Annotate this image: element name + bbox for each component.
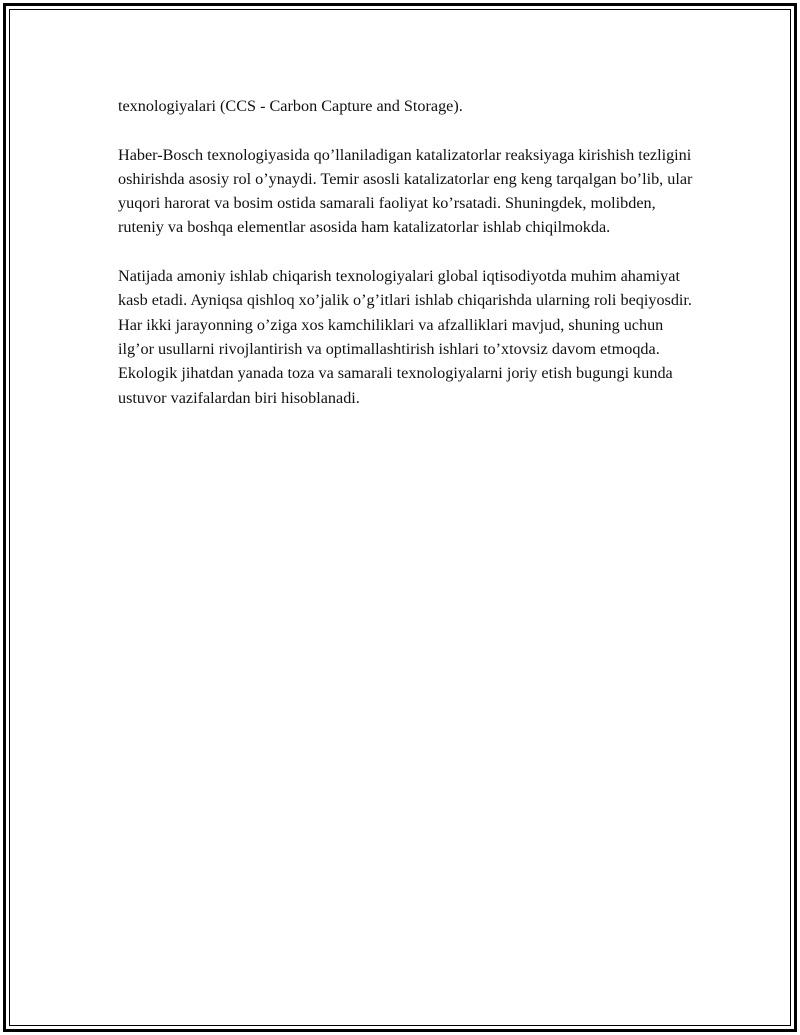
- document-body: [118, 94, 698, 434]
- paragraph-continuation: texnologiyalari (CCS - Carbon Capture and Storage).: [118, 97, 463, 115]
- paragraph-conclusion: Natijada amoniy ishlab chiqarish texnologiyalari global iqtisodiyotda muhim ahamiyat kasb etadi. Ayniqsa qishloq xo’jalik o’g’itlari ishlab chiqarishda ularning roli beqiyosdir. Har ikki jarayonning o’ziga xos kamchiliklari va afzalliklari mavjud, shuning uchun ilg’or usullarni rivojlantirish va optimallashtirish ishlari to’xtovsiz davom etmoqda. Ekologik jihatdan yanada toza va samarali texnologiyalarni joriy etish bugungi kunda ustuvor vazifalardan biri hisoblanadi.: [118, 267, 692, 407]
- paragraph-catalysts: Haber-Bosch texnologiyasida qo’llaniladigan katalizatorlar reaksiyaga kirishish tezligini oshirishda asosiy rol o’ynaydi. Temir asosli katalizatorlar eng keng tarqalgan bo’lib, ular yuqori harorat va bosim ostida samarali faoliyat ko’rsatadi. Shuningdek, molibden, ruteniy va boshqa elementlar asosida ham katalizatorlar ishlab chiqilmokda.: [118, 145, 693, 237]
